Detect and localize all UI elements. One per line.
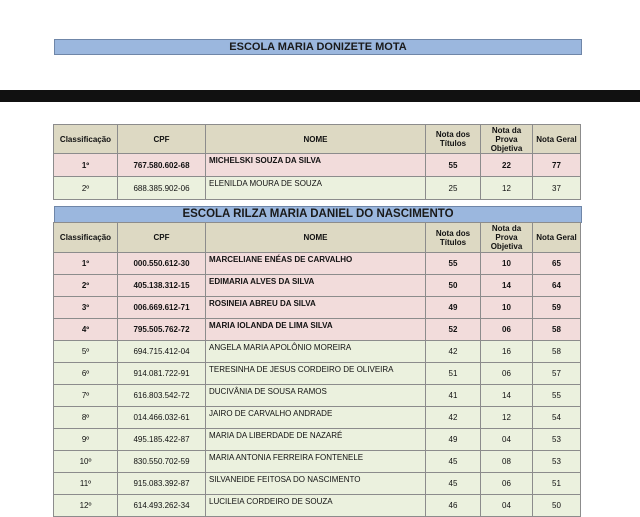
cell-nome: TERESINHA DE JESUS CORDEIRO DE OLIVEIRA — [206, 363, 426, 385]
cell-nota-geral: 57 — [533, 363, 581, 385]
header-nota-prova: Nota da Prova Objetiva — [481, 223, 533, 253]
cell-nota-titulos: 46 — [426, 495, 481, 517]
cell-nome: SILVANEIDE FEITOSA DO NASCIMENTO — [206, 473, 426, 495]
cell-nome: EDIMARIA ALVES DA SILVA — [206, 275, 426, 297]
cell-nome: DUCIVÂNIA DE SOUSA RAMOS — [206, 385, 426, 407]
cell-cpf: 495.185.422-87 — [118, 429, 206, 451]
cell-nota-prova: 08 — [481, 451, 533, 473]
cell-nota-geral: 37 — [533, 177, 581, 200]
cell-nota-titulos: 42 — [426, 407, 481, 429]
cell-cpf: 616.803.542-72 — [118, 385, 206, 407]
cell-nota-titulos: 49 — [426, 429, 481, 451]
cell-nota-prova: 06 — [481, 363, 533, 385]
table-header-row — [54, 223, 581, 253]
cell-nota-geral: 53 — [533, 451, 581, 473]
cell-cpf: 795.505.762-72 — [118, 319, 206, 341]
table-row — [54, 275, 581, 297]
cell-cpf: 767.580.602-68 — [118, 154, 206, 177]
cell-nota-prova: 16 — [481, 341, 533, 363]
cell-cpf: 694.715.412-04 — [118, 341, 206, 363]
school-title-maria-donizete: ESCOLA MARIA DONIZETE MOTA — [54, 39, 582, 55]
cell-nota-titulos: 49 — [426, 297, 481, 319]
results-table-maria-donizete — [53, 124, 581, 200]
cell-nota-geral: 77 — [533, 154, 581, 177]
cell-nota-geral: 59 — [533, 297, 581, 319]
cell-nota-prova: 06 — [481, 319, 533, 341]
cell-classificacao: 11º — [54, 473, 118, 495]
cell-nota-titulos: 50 — [426, 275, 481, 297]
table-row — [54, 473, 581, 495]
cell-nome: LUCILEIA CORDEIRO DE SOUZA — [206, 495, 426, 517]
cell-classificacao: 6º — [54, 363, 118, 385]
cell-nota-geral: 53 — [533, 429, 581, 451]
cell-nota-prova: 14 — [481, 275, 533, 297]
table-row — [54, 429, 581, 451]
school-title-rilza-maria: ESCOLA RILZA MARIA DANIEL DO NASCIMENTO — [54, 206, 582, 223]
cell-cpf: 000.550.612-30 — [118, 253, 206, 275]
cell-nome: ELENILDA MOURA DE SOUZA — [206, 177, 426, 200]
cell-nota-titulos: 42 — [426, 341, 481, 363]
cell-nota-prova: 04 — [481, 429, 533, 451]
cell-nota-titulos: 55 — [426, 154, 481, 177]
cell-classificacao: 4º — [54, 319, 118, 341]
cell-nota-geral: 50 — [533, 495, 581, 517]
cell-cpf: 006.669.612-71 — [118, 297, 206, 319]
header-nota-geral: Nota Geral — [533, 223, 581, 253]
header-nome: NOME — [206, 125, 426, 154]
cell-classificacao: 8º — [54, 407, 118, 429]
header-classificacao: Classificação — [54, 125, 118, 154]
cell-nota-titulos: 55 — [426, 253, 481, 275]
header-nota-titulos: Nota dos Títulos — [426, 223, 481, 253]
cell-nota-geral: 58 — [533, 319, 581, 341]
cell-nota-geral: 64 — [533, 275, 581, 297]
cell-cpf: 688.385.902-06 — [118, 177, 206, 200]
cell-classificacao: 10º — [54, 451, 118, 473]
header-nome: NOME — [206, 223, 426, 253]
header-cpf: CPF — [118, 223, 206, 253]
header-nota-titulos: Nota dos Títulos — [426, 125, 481, 154]
table-row — [54, 154, 581, 177]
table-row — [54, 341, 581, 363]
cell-nota-prova: 12 — [481, 407, 533, 429]
cell-classificacao: 9º — [54, 429, 118, 451]
cell-nome: MARIA DA LIBERDADE DE NAZARÉ — [206, 429, 426, 451]
cell-nome: ANGELA MARIA APOLÔNIO MOREIRA — [206, 341, 426, 363]
table-row — [54, 451, 581, 473]
table-row — [54, 297, 581, 319]
cell-nome: MARIA ANTONIA FERREIRA FONTENELE — [206, 451, 426, 473]
header-cpf: CPF — [118, 125, 206, 154]
cell-classificacao: 1º — [54, 253, 118, 275]
cell-nota-titulos: 51 — [426, 363, 481, 385]
cell-nome: ROSINEIA ABREU DA SILVA — [206, 297, 426, 319]
cell-nota-titulos: 25 — [426, 177, 481, 200]
table-row — [54, 363, 581, 385]
cell-nota-prova: 10 — [481, 297, 533, 319]
cell-nota-prova: 12 — [481, 177, 533, 200]
cell-nota-prova: 04 — [481, 495, 533, 517]
cell-nome: MICHELSKI SOUZA DA SILVA — [206, 154, 426, 177]
cell-nota-titulos: 45 — [426, 451, 481, 473]
table-row — [54, 253, 581, 275]
cell-nota-prova: 14 — [481, 385, 533, 407]
header-nota-prova: Nota da Prova Objetiva — [481, 125, 533, 154]
cell-cpf: 405.138.312-15 — [118, 275, 206, 297]
cell-nota-geral: 58 — [533, 341, 581, 363]
cell-nome: MARIA IOLANDA DE LIMA SILVA — [206, 319, 426, 341]
results-table-rilza-maria — [53, 222, 581, 517]
cell-nota-prova: 06 — [481, 473, 533, 495]
cell-cpf: 830.550.702-59 — [118, 451, 206, 473]
cell-nota-titulos: 45 — [426, 473, 481, 495]
cell-classificacao: 12º — [54, 495, 118, 517]
cell-nota-geral: 51 — [533, 473, 581, 495]
table-row — [54, 385, 581, 407]
cell-nota-titulos: 52 — [426, 319, 481, 341]
cell-classificacao: 7º — [54, 385, 118, 407]
table-row — [54, 177, 581, 200]
header-nota-geral: Nota Geral — [533, 125, 581, 154]
divider-bar — [0, 90, 640, 102]
cell-cpf: 014.466.032-61 — [118, 407, 206, 429]
cell-nota-prova: 22 — [481, 154, 533, 177]
cell-nota-titulos: 41 — [426, 385, 481, 407]
cell-nome: MARCELIANE ENÉAS DE CARVALHO — [206, 253, 426, 275]
cell-cpf: 915.083.392-87 — [118, 473, 206, 495]
cell-classificacao: 2º — [54, 275, 118, 297]
cell-classificacao: 1º — [54, 154, 118, 177]
cell-cpf: 914.081.722-91 — [118, 363, 206, 385]
cell-nota-geral: 54 — [533, 407, 581, 429]
table-row — [54, 407, 581, 429]
header-classificacao: Classificação — [54, 223, 118, 253]
cell-classificacao: 5º — [54, 341, 118, 363]
table-header-row — [54, 125, 581, 154]
cell-nome: JAIRO DE CARVALHO ANDRADE — [206, 407, 426, 429]
table-row — [54, 319, 581, 341]
cell-cpf: 614.493.262-34 — [118, 495, 206, 517]
cell-nota-prova: 10 — [481, 253, 533, 275]
cell-nota-geral: 65 — [533, 253, 581, 275]
cell-classificacao: 3º — [54, 297, 118, 319]
cell-classificacao: 2º — [54, 177, 118, 200]
cell-nota-geral: 55 — [533, 385, 581, 407]
